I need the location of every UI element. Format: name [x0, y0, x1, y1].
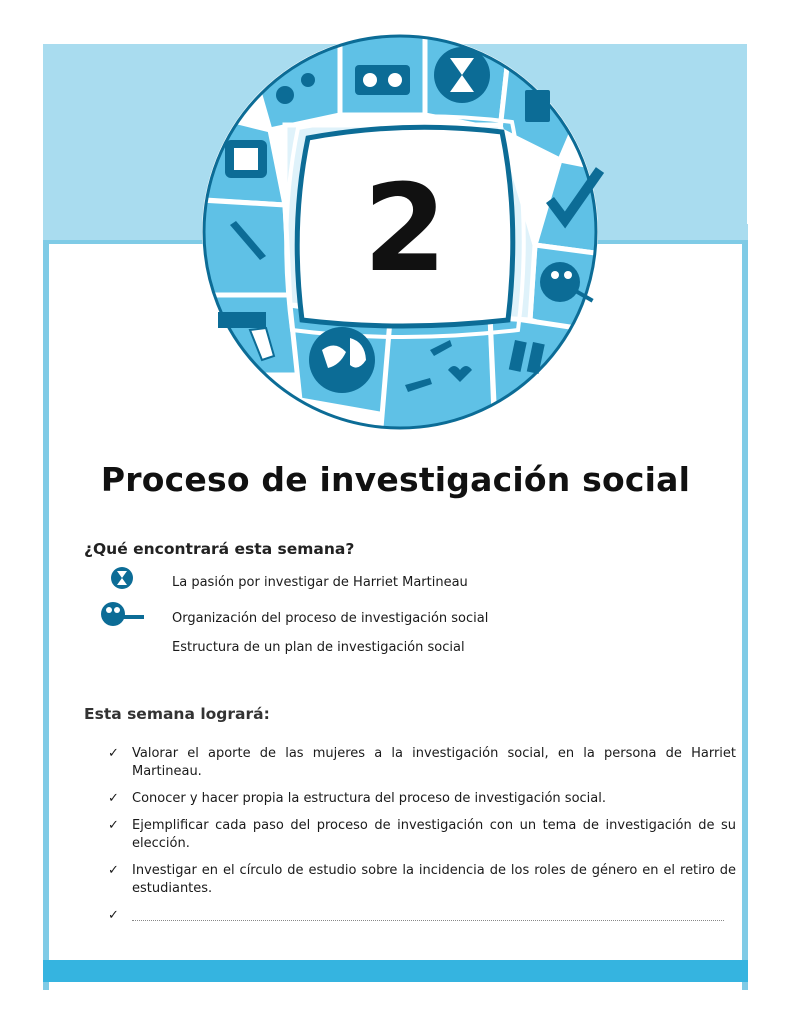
check-icon: ✓ — [108, 791, 119, 806]
tile-www — [200, 295, 300, 375]
goal-item: ✓ Conocer y hacer propia la estructura del proceso de investigación social. — [108, 791, 606, 806]
topic-item: Organización del proceso de investigación social — [172, 611, 489, 626]
goals-list — [108, 745, 736, 930]
world-icon — [309, 327, 375, 393]
chapter-globe-illustration — [190, 20, 610, 450]
goal-item: ✓ Ejemplificar cada paso del proceso de investigación con un tema de investigación de su elección. — [108, 818, 736, 851]
hourglass-icon — [434, 47, 490, 103]
goal-item: ✓ Valorar el aporte de las mujeres a la investigación social, en la persona de Harriet Martineau. — [108, 746, 736, 779]
this-week-heading: ¿Qué encontrará esta semana? — [84, 540, 355, 558]
topic-item: Estructura de un plan de investigación social — [172, 640, 465, 655]
topic-item: La pasión por investigar de Harriet Martineau — [172, 575, 468, 590]
goal-item: ✓ Investigar en el círculo de estudio sobre la incidencia de los roles de género en el retiro de estudiantes. — [108, 863, 736, 896]
check-icon: ✓ — [108, 746, 119, 761]
hourglass-icon — [110, 566, 134, 590]
bottom-bar — [43, 960, 748, 982]
check-icon: ✓ — [108, 818, 119, 833]
blank-fill-line[interactable] — [132, 907, 724, 921]
people-magnifier-icon — [100, 601, 148, 627]
chapter-title: Proceso de investigación social — [100, 460, 691, 499]
chapter-number: 2 — [363, 160, 447, 299]
radio-icon — [355, 65, 410, 95]
check-icon: ✓ — [108, 863, 119, 878]
check-icon: ✓ — [108, 908, 119, 923]
documents-icon — [525, 90, 550, 122]
monitor-icon — [225, 140, 267, 178]
goals-heading: Esta semana logrará: — [84, 705, 270, 723]
goal-item-blank[interactable] — [108, 907, 736, 921]
tile-pencil — [200, 200, 290, 295]
